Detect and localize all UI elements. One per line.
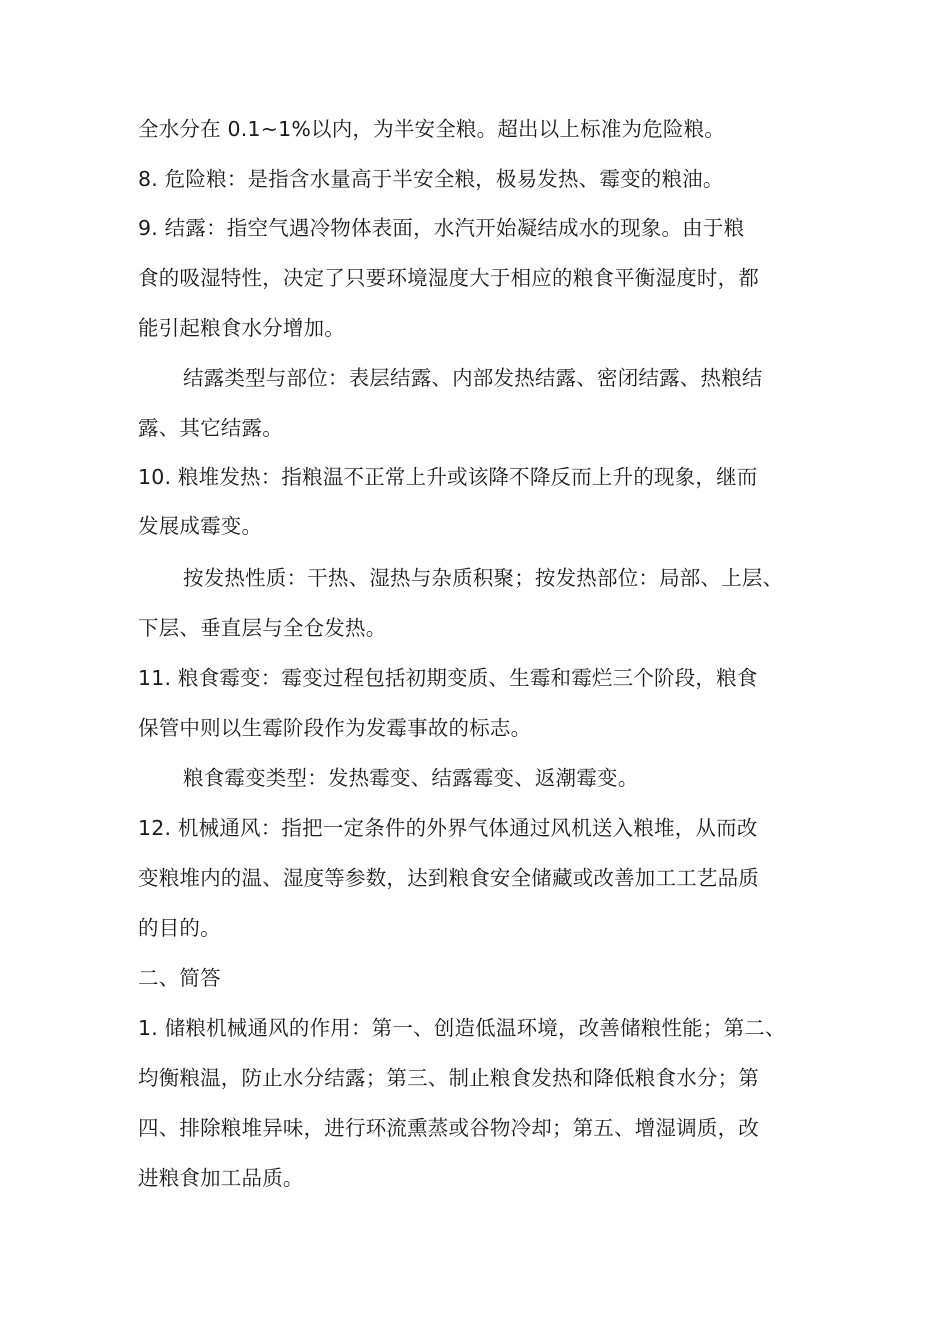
paragraph-line: 12. 机械通风：指把一定条件的外界气体通过风机送入粮堆，从而改: [138, 816, 758, 840]
paragraph-line: 8. 危险粮：是指含水量高于半安全粮，极易发热、霉变的粮油。: [138, 167, 724, 191]
paragraph-line: 食的吸湿特性，决定了只要环境湿度大于相应的粮食平衡湿度时，都: [138, 266, 759, 290]
paragraph-line: 10. 粮堆发热：指粮温不正常上升或该降不降反而上升的现象，继而: [138, 465, 758, 489]
paragraph-line: 全水分在 0.1~1%以内，为半安全粮。超出以上标准为危险粮。: [138, 117, 726, 141]
section-heading: 二、简答: [138, 966, 221, 990]
paragraph-line: 的目的。: [138, 916, 221, 940]
paragraph-line: 发展成霉变。: [138, 514, 263, 538]
paragraph-line: 1. 储粮机械通风的作用：第一、创造低温环境，改善储粮性能；第二、: [138, 1016, 786, 1040]
paragraph-line: 进粮食加工品质。: [138, 1166, 304, 1190]
paragraph-line: 保管中则以生霉阶段作为发霉事故的标志。: [138, 716, 532, 740]
paragraph-line: 按发热性质：干热、湿热与杂质积聚；按发热部位：局部、上层、: [183, 566, 784, 590]
paragraph-line: 能引起粮食水分增加。: [138, 316, 345, 340]
paragraph-line: 结露类型与部位：表层结露、内部发热结露、密闭结露、热粮结: [183, 366, 763, 390]
paragraph-line: 均衡粮温，防止水分结露；第三、制止粮食发热和降低粮食水分；第: [138, 1066, 759, 1090]
paragraph-line: 粮食霉变类型：发热霉变、结露霉变、返潮霉变。: [183, 766, 639, 790]
paragraph-line: 露、其它结露。: [138, 416, 283, 440]
paragraph-line: 四、排除粮堆异味，进行环流熏蒸或谷物冷却；第五、增湿调质，改: [138, 1116, 759, 1140]
paragraph-line: 11. 粮食霉变：霉变过程包括初期变质、生霉和霉烂三个阶段，粮食: [138, 666, 758, 690]
paragraph-line: 9. 结露：指空气遇冷物体表面，水汽开始凝结成水的现象。由于粮: [138, 216, 745, 240]
paragraph-line: 变粮堆内的温、湿度等参数，达到粮食安全储藏或改善加工工艺品质: [138, 866, 759, 890]
paragraph-line: 下层、垂直层与全仓发热。: [138, 616, 387, 640]
